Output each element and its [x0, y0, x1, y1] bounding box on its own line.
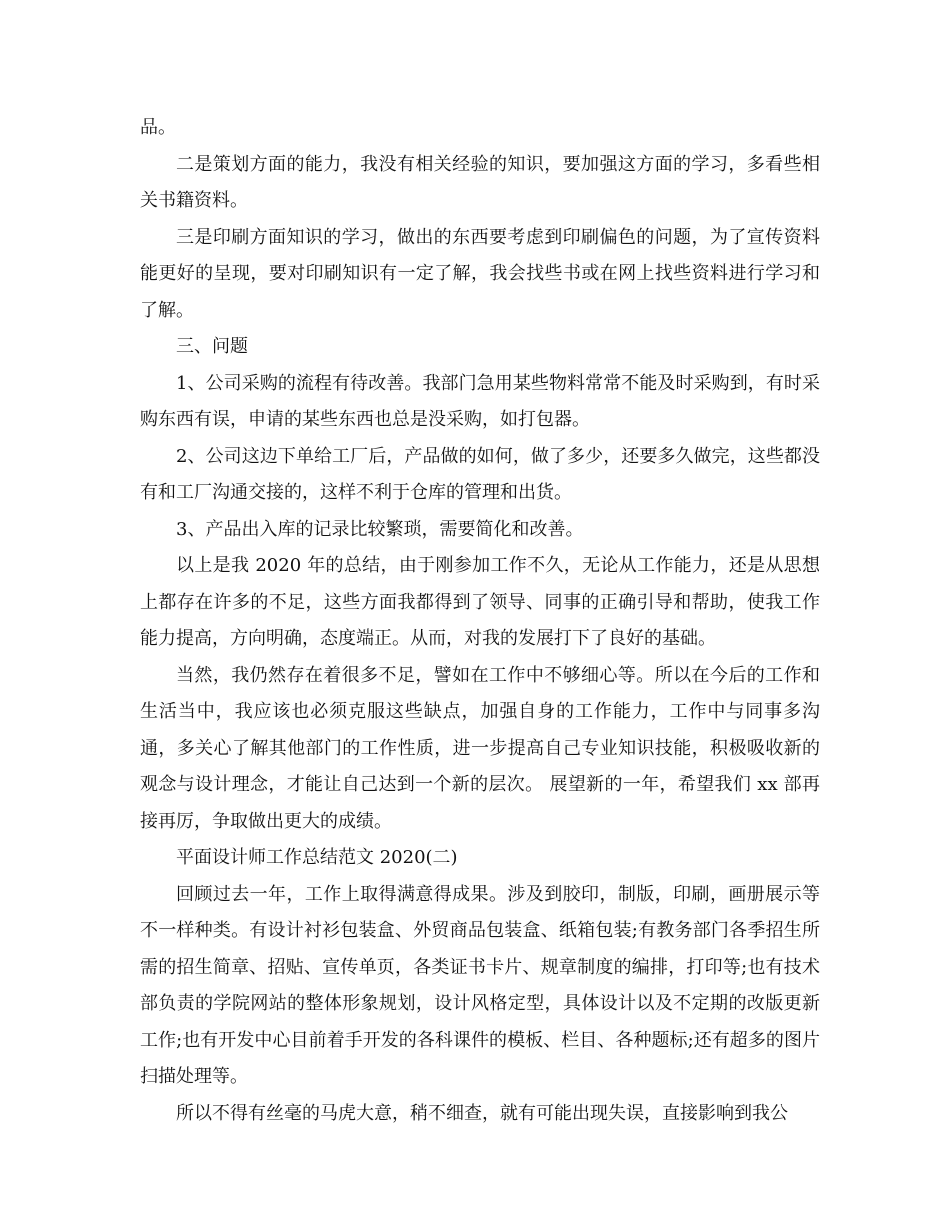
paragraph-problem-3: 3、产品出入库的记录比较繁琐，需要简化和改善。 [176, 518, 584, 540]
paragraph-review: 回顾过去一年，工作上取得满意得成果。涉及到胶印，制版，印刷，画册展示等不一样种类。有设计衬衫包装盒、外贸商品包装盒、纸箱包装;有教务部门各季招生所需的招生简章、招贴、宣传单页，各类证书卡片、规章制度的编排，打印等;也有技术部负责的学院网站的整体形象规划，设计风格定型，具体设计以及不定期的改版更新工作;也有开发中心目前着手开发的各科课件的模板、栏目、各种题标;还有超多的图片扫描处理等。 [140, 883, 820, 1087]
paragraph-problem-1: 1、公司采购的流程有待改善。我部门急用某些物料常常不能及时采购到，有时采购东西有误，申请的某些东西也总是没采购，如打包器。 [140, 372, 820, 430]
paragraph-problem-2: 2、公司这边下单给工厂后，产品做的如何，做了多少，还要多久做完，这些都没有和工厂沟通交接的，这样不利于仓库的管理和出货。 [140, 445, 820, 503]
paragraph-caution: 所以不得有丝毫的马虎大意，稍不细查，就有可能出现失误，直接影响到我公 [176, 1102, 788, 1124]
paragraph-outlook: 当然，我仍然存在着很多不足，譬如在工作中不够细心等。所以在今后的工作和生活当中，我应该也必须克服这些缺点，加强自身的工作能力，工作中与同事多沟通，多关心了解其他部门的工作性质，进一步提高自己专业知识技能，积极吸收新的观念与设计理念，才能让自己达到一个新的层次。 展望新的一年，希望我们 xx 部再接再厉，争取做出更大的成绩。 [140, 664, 820, 832]
paragraph-continuation: 品。 [140, 117, 176, 138]
paragraph-summary: 以上是我 2020 年的总结，由于刚参加工作不久，无论从工作能力，还是从思想上都存在许多的不足，这些方面我都得到了领导、同事的正确引导和帮助，使我工作能力提高，方向明确，态度端正。从而，对我的发展打下了良好的基础。 [140, 555, 820, 649]
paragraph-planning-ability: 二是策划方面的能力，我没有相关经验的知识，要加强这方面的学习，多看些相关书籍资料。 [140, 153, 820, 211]
document-body [140, 110, 820, 1132]
section-heading-problems: 三、问题 [176, 336, 248, 357]
paragraph-printing-knowledge: 三是印刷方面知识的学习，做出的东西要考虑到印刷偏色的问题，为了宣传资料能更好的呈现，要对印刷知识有一定了解，我会找些书或在网上找些资料进行学习和了解。 [140, 226, 820, 321]
section-title-part-two: 平面设计师工作总结范文 2020(二) [176, 847, 458, 868]
